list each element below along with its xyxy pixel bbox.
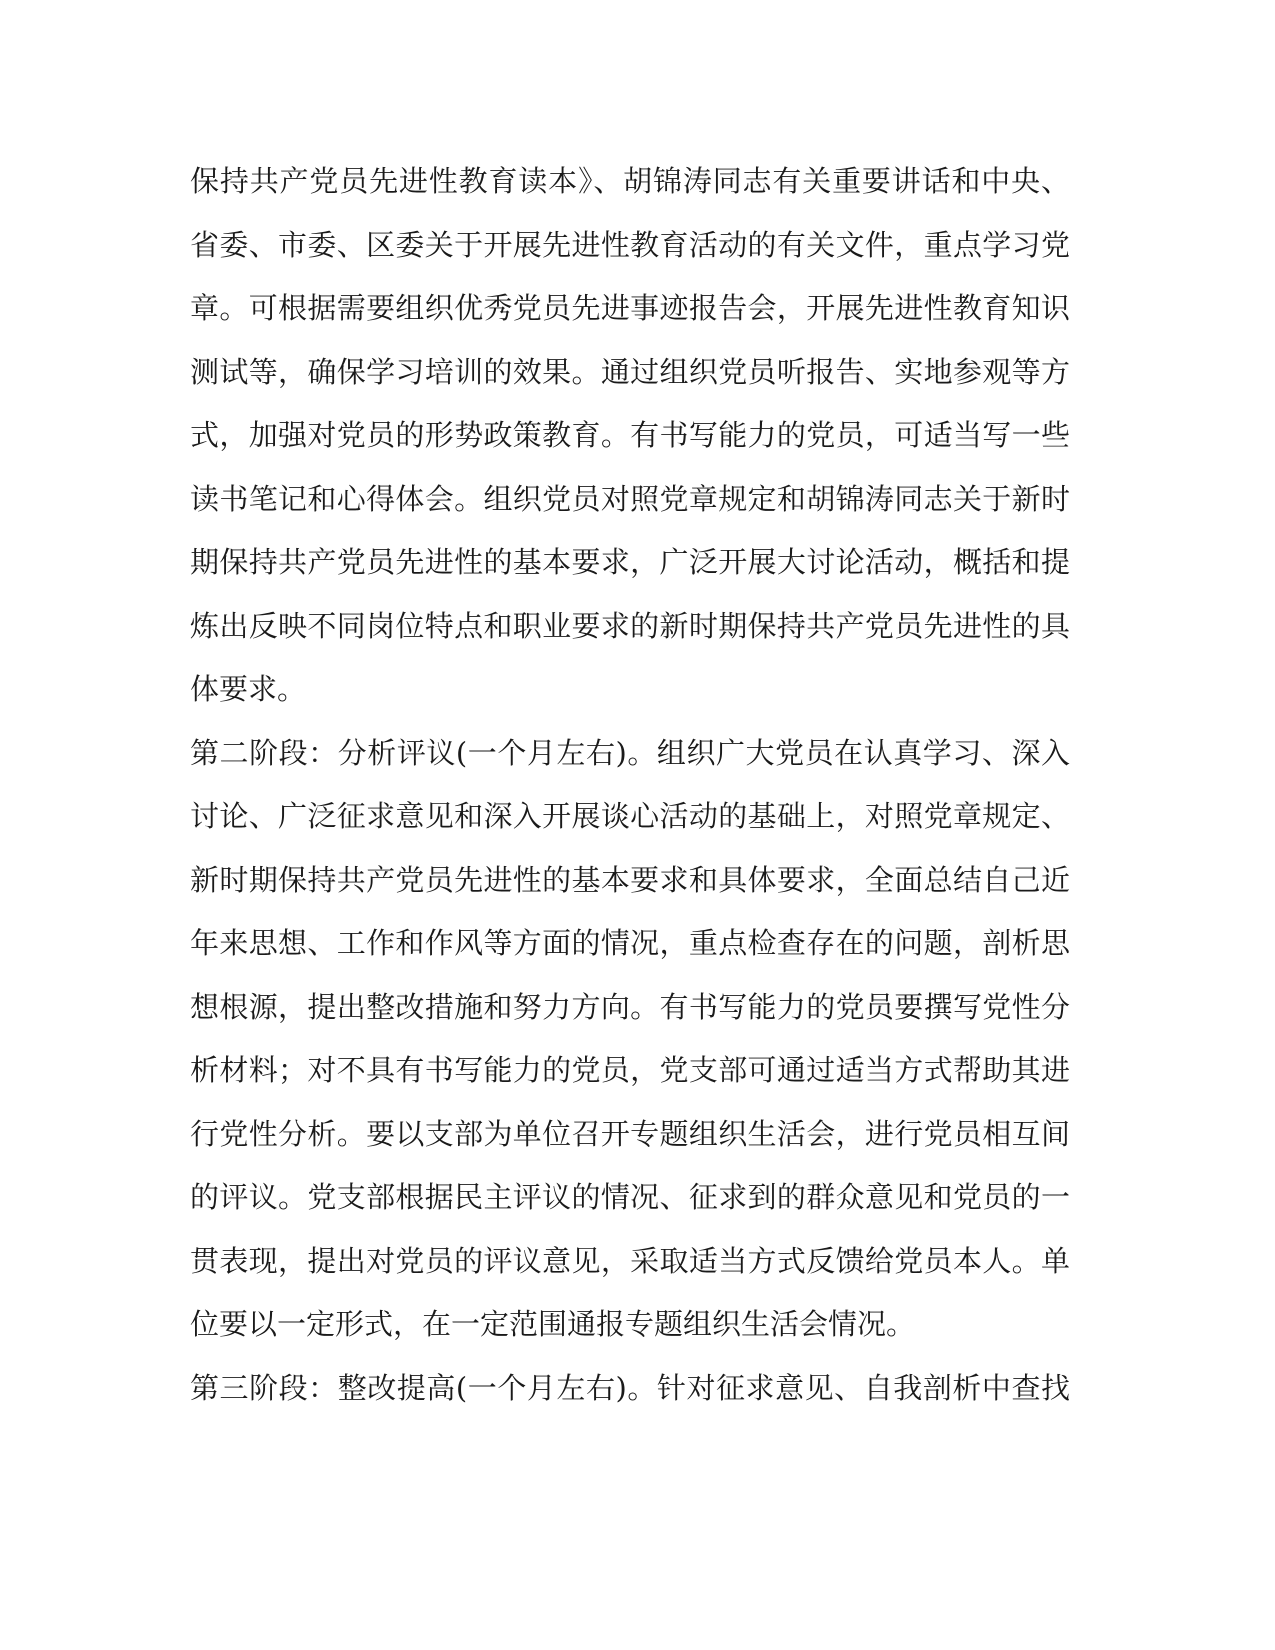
text-line: 想根源，提出整改措施和努力方向。有书写能力的党员要撰写党性分 [190,989,1070,1024]
text-line: 年来思想、工作和作风等方面的情况，重点检查存在的问题，剖析思 [190,926,1070,960]
text-line: 章。可根据需要组织优秀党员先进事迹报告会，开展先进性教育知识 [190,291,1070,325]
text-line: 炼出反映不同岗位特点和职业要求的新时期保持共产党员先进性的具 [190,608,1070,643]
text-line: 的评议。党支部根据民主评议的情况、征求到的群众意见和党员的一 [190,1180,1070,1214]
text-line: 贯表现，提出对党员的评议意见，采取适当方式反馈给党员本人。单 [190,1243,1070,1278]
text-line: 第三阶段：整改提高(一个月左右)。针对征求意见、自我剖析中查找 [190,1370,1070,1405]
text-line: 行党性分析。要以支部为单位召开专题组织生活会，进行党员相互间 [190,1116,1070,1151]
text-line: 省委、市委、区委关于开展先进性教育活动的有关文件，重点学习党 [190,227,1070,262]
text-line: 保持共产党员先进性教育读本》、胡锦涛同志有关重要讲话和中央、 [190,164,1070,198]
text-line: 读书笔记和心得体会。组织党员对照党章规定和胡锦涛同志关于新时 [190,481,1070,516]
text-line: 讨论、广泛征求意见和深入开展谈心活动的基础上，对照党章规定、 [190,799,1070,833]
text-line: 体要求。 [190,672,307,706]
text-line: 期保持共产党员先进性的基本要求，广泛开展大讨论活动，概括和提 [190,545,1070,579]
text-line: 新时期保持共产党员先进性的基本要求和具体要求，全面总结自己近 [190,862,1070,897]
document-body [190,150,1070,1420]
text-line: 位要以一定形式，在一定范围通报专题组织生活会情况。 [190,1307,916,1341]
text-line: 析材料；对不具有书写能力的党员，党支部可通过适当方式帮助其进 [190,1053,1070,1087]
text-line: 式，加强对党员的形势政策教育。有书写能力的党员，可适当写一些 [190,418,1070,452]
text-line: 测试等，确保学习培训的效果。通过组织党员听报告、实地参观等方 [190,354,1070,389]
text-line: 第二阶段：分析评议(一个月左右)。组织广大党员在认真学习、深入 [190,735,1070,770]
